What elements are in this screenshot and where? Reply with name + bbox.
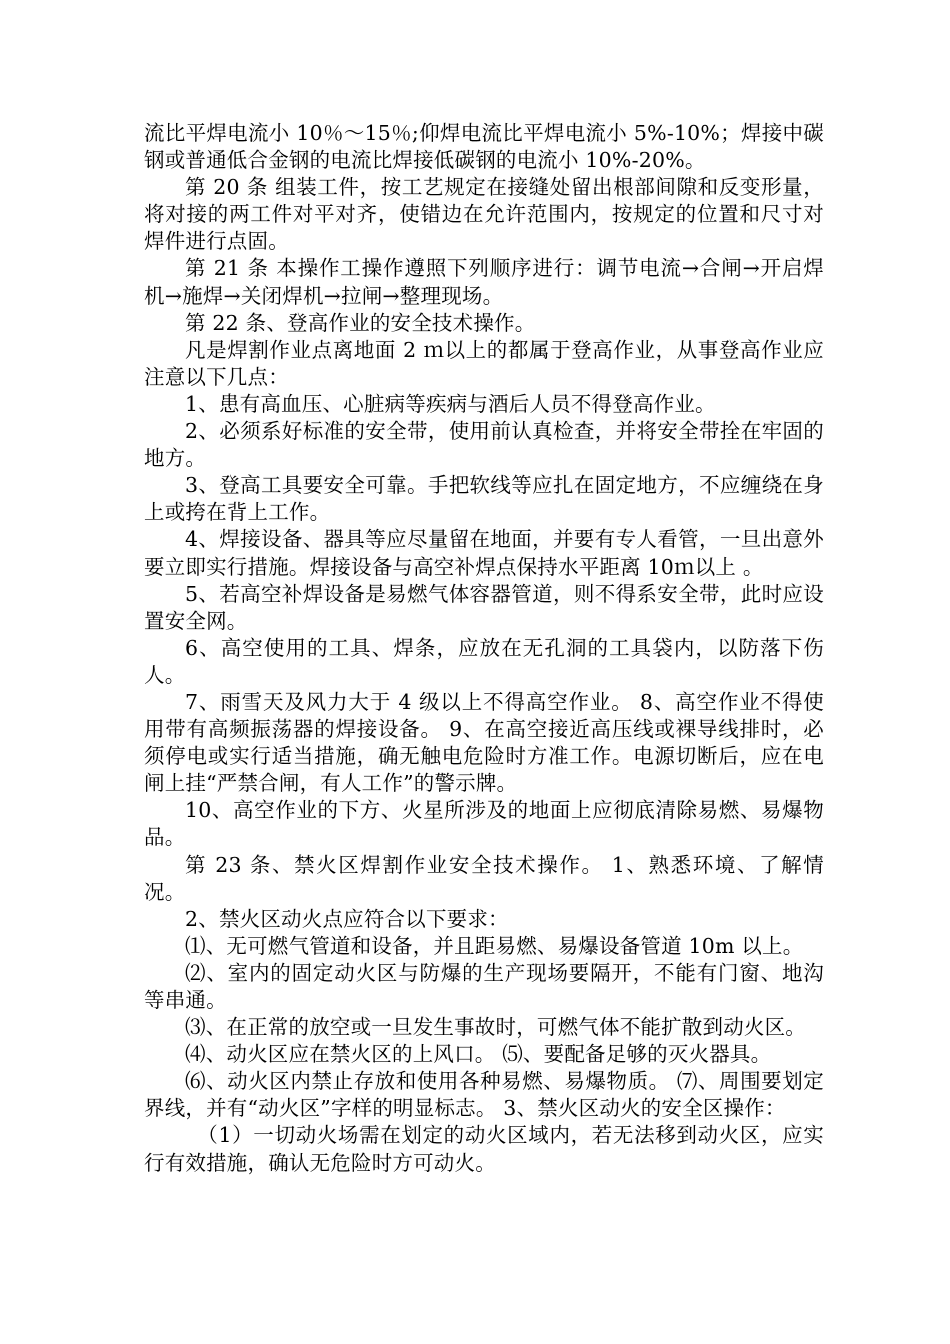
paragraph-article-21: 第 21 条 本操作工操作遵照下列顺序进行：调节电流→合闸→开启焊机→施焊→关闭焊机→拉闸→整理现场。: [144, 256, 824, 308]
paragraph-current-ratio: 流比平焊电流小 10％～15％;仰焊电流比平焊电流小 5%-10%；焊接中碳钢或普通低合金钢的电流比焊接低碳钢的电流小 10%-20%。: [144, 121, 824, 173]
list-item-height-10: 10、高空作业的下方、火星所涉及的地面上应彻底清除易燃、易爆物品。: [144, 798, 824, 850]
list-item-fire-zone-2-6-7: ⑹、动火区内禁止存放和使用各种易燃、易爆物质。 ⑺、周围要划定界线，并有“动火区”字样的明显标志。 3、禁火区动火的安全区操作：: [144, 1069, 824, 1121]
list-item-fire-zone-2-4-5: ⑷、动火区应在禁火区的上风口。 ⑸、要配备足够的灭火器具。: [185, 1042, 772, 1067]
paragraph-height-work-intro: 凡是焊割作业点离地面 2 ｍ以上的都属于登高作业，从事登高作业应注意以下几点：: [144, 337, 824, 389]
paragraph-article-20: 第 20 条 组装工件，按工艺规定在接缝处留出根部间隙和反变形量，将对接的两工件对平对齐，使错边在允许范围内，按规定的位置和尺寸对焊件进行点固。: [144, 175, 824, 254]
list-item-fire-zone-2-2: ⑵、室内的固定动火区与防爆的生产现场要隔开，不能有门窗、地沟等串通。: [144, 960, 824, 1012]
list-item-fire-zone-2-1: ⑴、无可燃气管道和设备，并且距易燃、易爆设备管道 10m 以上。: [185, 933, 804, 958]
list-item-height-4: 4、焊接设备、器具等应尽量留在地面，并要有专人看管，一旦出意外要立即实行措施。焊接设备与高空补焊点保持水平距离 10ｍ以上 。: [144, 527, 824, 579]
paragraph-article-22: 第 22 条、登高作业的安全技术操作。: [185, 310, 536, 335]
list-item-fire-zone-2-3: ⑶、在正常的放空或一旦发生事故时，可燃气体不能扩散到动火区。: [185, 1015, 806, 1040]
list-item-height-3: 3、登高工具要安全可靠。手把软线等应扎在固定地方，不应缠绕在身上或挎在背上工作。: [144, 473, 824, 525]
list-item-fire-zone-2: 2、禁火区动火点应符合以下要求：: [185, 906, 509, 931]
list-item-height-6: 6、高空使用的工具、焊条，应放在无孔洞的工具袋内，以防落下伤人。: [144, 635, 824, 687]
paragraph-article-23: 第 23 条、禁火区焊割作业安全技术操作。 1、熟悉环境、了解情况。: [144, 852, 824, 904]
list-item-height-5: 5、若高空补焊设备是易燃气体容器管道，则不得系安全带，此时应设置安全网。: [144, 581, 824, 633]
document-page: [144, 120, 824, 1177]
list-item-height-7-9: 7、雨雪天及风力大于 4 级以上不得高空作业。 8、高空作业不得使用带有高频振荡器的焊接设备。 9、在高空接近高压线或裸导线排时，必须停电或实行适当措施，确无触电危险时方准工作。电源切断后，应在电闸上挂“严禁合闸，有人工作”的警示牌。: [144, 689, 824, 796]
list-item-height-2: 2、必须系好标准的安全带，使用前认真检查，并将安全带拴在牢固的地方。: [144, 419, 824, 471]
list-item-height-1: 1、患有高血压、心脏病等疾病与酒后人员不得登高作业。: [185, 391, 716, 416]
list-item-fire-zone-3-1: （1）一切动火场需在划定的动火区域内，若无法移到动火区，应实行有效措施，确认无危险时方可动火。: [144, 1123, 824, 1175]
